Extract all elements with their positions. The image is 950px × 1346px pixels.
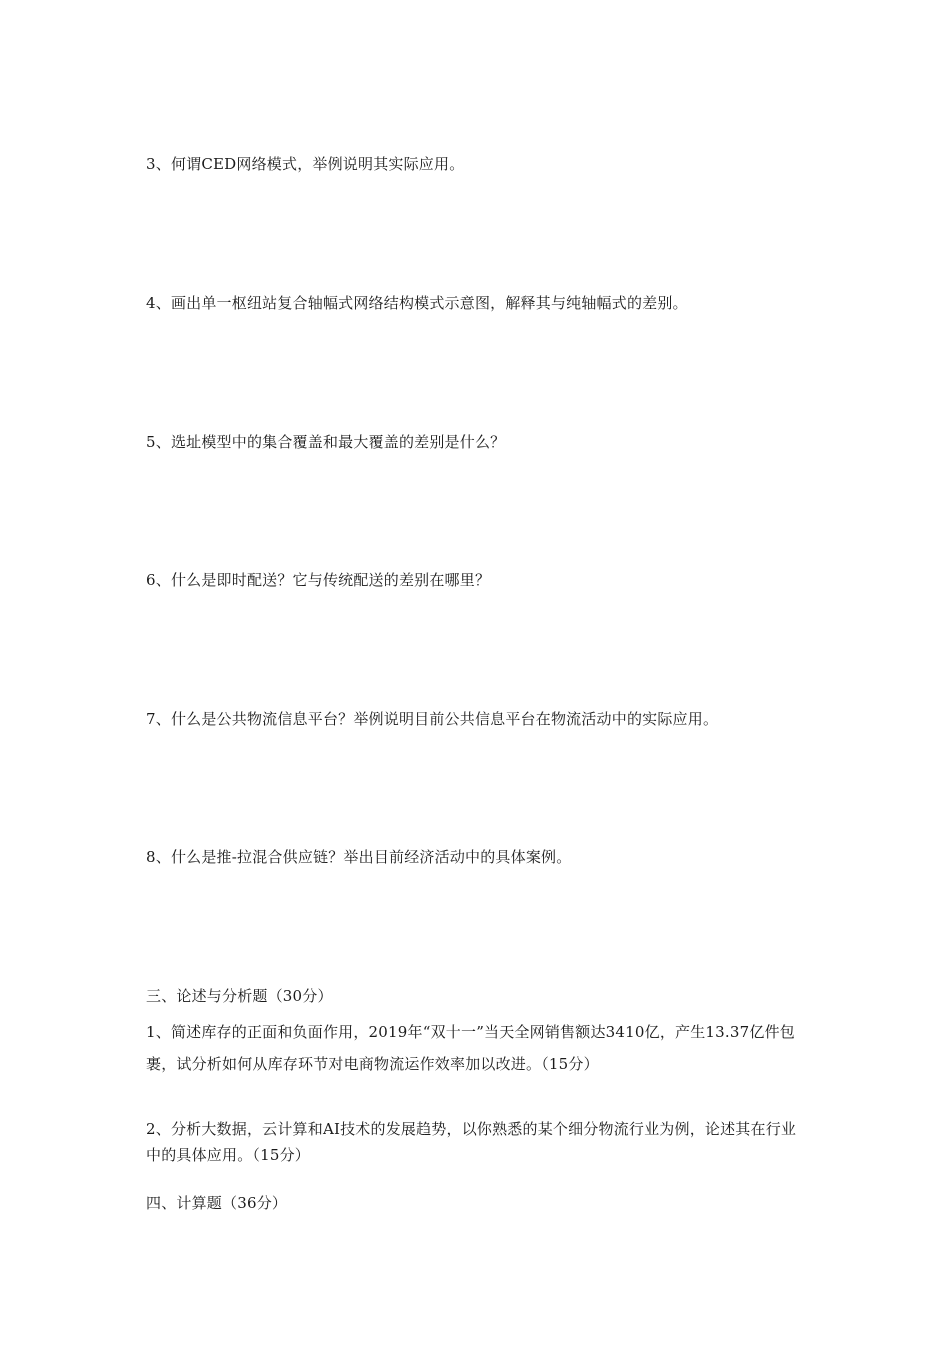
section-3-heading: 三、论述与分析题（30分） xyxy=(146,987,333,1005)
section-3-question-1: 1、简述库存的正面和负面作用，2019年“双十一”当天全网销售额达3410亿，产生13.37亿件包裹，试分析如何从库存环节对电商物流运作效率加以改进。（15分） xyxy=(146,1023,795,1073)
section-3-question-2: 2、分析大数据，云计算和AI技术的发展趋势，以你熟悉的某个细分物流行业为例，论述其在行业中的具体应用。（15分） xyxy=(146,1120,797,1164)
question-5: 5、选址模型中的集合覆盖和最大覆盖的差别是什么？ xyxy=(146,433,506,451)
question-3: 3、何谓CED网络模式，举例说明其实际应用。 xyxy=(146,155,465,173)
question-8: 8、什么是推-拉混合供应链？举出目前经济活动中的具体案例。 xyxy=(146,848,572,866)
section-4-heading: 四、计算题（36分） xyxy=(146,1194,288,1212)
question-4: 4、画出单一枢纽站复合轴幅式网络结构模式示意图，解释其与纯轴幅式的差别。 xyxy=(146,294,688,312)
question-6: 6、什么是即时配送？它与传统配送的差别在哪里？ xyxy=(146,571,491,589)
question-7: 7、什么是公共物流信息平台？举例说明目前公共信息平台在物流活动中的实际应用。 xyxy=(146,710,719,728)
